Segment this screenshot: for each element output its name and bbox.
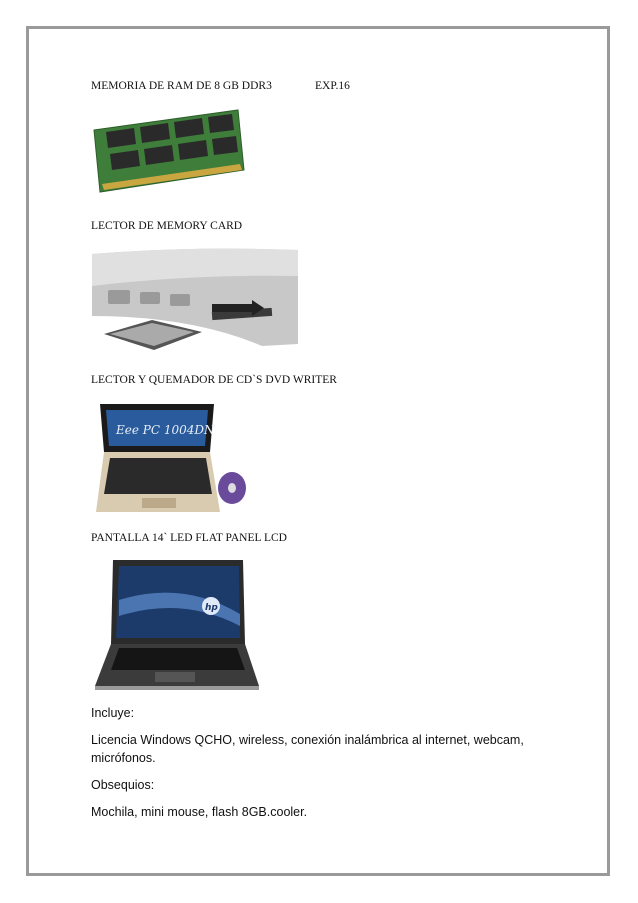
- ram-module-image: [92, 108, 246, 194]
- hp-laptop-image: [93, 560, 261, 692]
- hp-logo-text: hp: [205, 603, 218, 613]
- includes-heading: Incluye:: [91, 706, 135, 720]
- card-reader-title: LECTOR DE MEMORY CARD: [91, 220, 243, 232]
- gifts-text: Mochila, mini mouse, flash 8GB.cooler.: [91, 805, 308, 819]
- includes-text: Licencia Windows QCHO, wireless, conexión inalámbrica al internet, webcam, micrófonos.: [91, 733, 524, 765]
- netbook-dvd-image: [94, 402, 248, 518]
- ram-title: MEMORIA DE RAM DE 8 GB DDR3: [91, 80, 272, 92]
- memory-card-reader-image: [92, 246, 298, 356]
- dvd-writer-title: LECTOR Y QUEMADOR DE CD`S DVD WRITER: [91, 374, 337, 386]
- gifts-heading: Obsequios:: [91, 778, 155, 792]
- display-title: PANTALLA 14` LED FLAT PANEL LCD: [91, 532, 287, 544]
- ram-exp-label: EXP.16: [315, 80, 350, 92]
- netbook-screen-text: Eee PC 1004DN: [116, 423, 215, 437]
